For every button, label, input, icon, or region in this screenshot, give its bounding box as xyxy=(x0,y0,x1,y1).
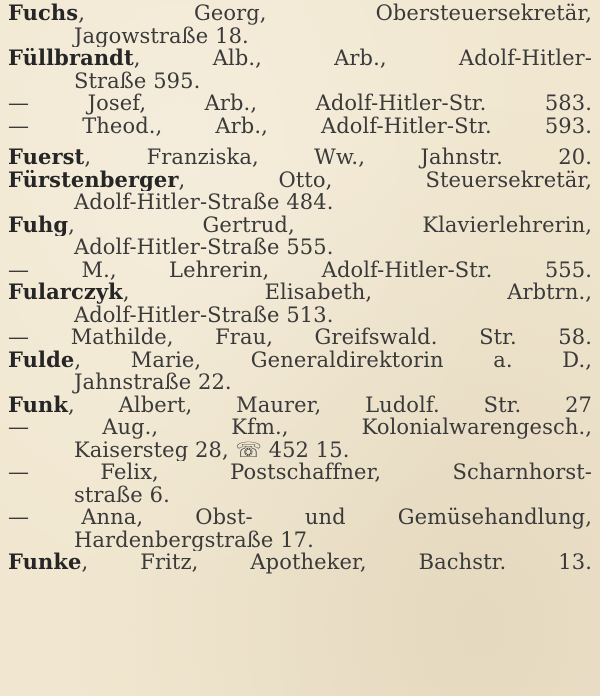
entry-fuhg-gertrud xyxy=(8,214,592,259)
entry-fuellbrandt-alb xyxy=(8,47,592,92)
entry-first-line xyxy=(8,551,592,574)
entry-surname: Funk xyxy=(8,393,69,416)
entry-fularczyk-elisabeth xyxy=(8,281,592,326)
entry-funk-albert xyxy=(8,394,592,417)
entry-first-line: — Felix, Postschaffner, Scharnhorst- xyxy=(8,461,592,484)
entry-funk-anna xyxy=(8,506,592,551)
entry-surname: Fularczyk xyxy=(8,281,123,304)
entry-first-line xyxy=(8,394,592,417)
entry-first-line: — Theod., Arb., Adolf-Hitler-Str. 593. xyxy=(8,114,592,137)
entry-surname: Fuerst xyxy=(8,146,85,169)
entry-continuation: Adolf-Hitler-Straße 513. xyxy=(74,303,334,326)
entry-continuation: Adolf-Hitler-Straße 484. xyxy=(74,191,334,214)
entry-surname: Fürstenberger xyxy=(8,168,179,191)
entry-first-line: — Anna, Obst- und Gemüsehandlung, xyxy=(8,506,592,529)
entry-fuerstenberger-otto xyxy=(8,169,592,214)
entry-fularczyk-mathilde xyxy=(8,326,592,349)
entry-details: , Franziska, Ww., Jahnstr. 20. xyxy=(84,146,592,169)
entry-first-line xyxy=(8,281,592,304)
entry-continuation: Jahnstraße 22. xyxy=(74,371,232,394)
entry-first-line xyxy=(8,169,592,192)
entry-first-line xyxy=(8,349,592,372)
entry-surname: Fulde xyxy=(8,348,75,371)
entry-surname: Funke xyxy=(8,551,82,574)
entry-fuellbrandt-josef xyxy=(8,92,592,115)
entry-fuhg-m xyxy=(8,259,592,282)
entry-fuchs-georg xyxy=(8,2,592,47)
entry-details: , Elisabeth, Arbtrn., xyxy=(122,281,592,304)
entry-continuation: Adolf-Hitler-Straße 555. xyxy=(74,236,334,259)
entry-fuellbrandt-theod xyxy=(8,115,592,138)
entry-funk-aug xyxy=(8,416,592,461)
entry-continuation: Straße 595. xyxy=(74,69,201,92)
entry-surname: Fuhg xyxy=(8,213,69,236)
entry-funke-fritz xyxy=(8,551,592,574)
entry-first-line xyxy=(8,146,592,169)
entry-first-line: — Mathilde, Frau, Greifswald. Str. 58. xyxy=(8,326,592,349)
entry-details: , Georg, Obersteuersekretär, xyxy=(78,2,592,25)
entry-fuerst-franziska xyxy=(8,146,592,169)
entry-first-line: — M., Lehrerin, Adolf-Hitler-Str. 555. xyxy=(8,258,592,281)
entry-first-line: — Aug., Kfm., Kolonialwarengesch., xyxy=(8,416,592,439)
entry-details: , Otto, Steuersekretär, xyxy=(178,168,592,191)
entry-first-line xyxy=(8,47,592,70)
entry-continuation: Hardenbergstraße 17. xyxy=(74,528,314,551)
entry-details: , Gertrud, Klavierlehrerin, xyxy=(68,213,592,236)
entry-details: , Fritz, Apotheker, Bachstr. 13. xyxy=(81,551,592,574)
entry-surname: Füllbrandt xyxy=(8,47,134,70)
entry-surname: Fuchs xyxy=(8,2,79,25)
entry-first-line: — Josef, Arb., Adolf-Hitler-Str. 583. xyxy=(8,92,592,115)
entry-continuation: Kaisersteg 28, ☏ 452 15. xyxy=(74,438,350,461)
section-gap xyxy=(8,137,592,146)
entry-details: , Alb., Arb., Adolf-Hitler- xyxy=(133,47,592,70)
entry-fulde-marie xyxy=(8,349,592,394)
entry-details: , Marie, Generaldirektorin a. D., xyxy=(74,348,592,371)
entry-continuation: straße 6. xyxy=(74,483,170,506)
entry-first-line xyxy=(8,214,592,237)
entry-continuation: Jagowstraße 18. xyxy=(74,24,249,47)
entry-funk-felix xyxy=(8,461,592,506)
entry-details: , Albert, Maurer, Ludolf. Str. 27 xyxy=(68,393,592,416)
entry-first-line xyxy=(8,2,592,25)
